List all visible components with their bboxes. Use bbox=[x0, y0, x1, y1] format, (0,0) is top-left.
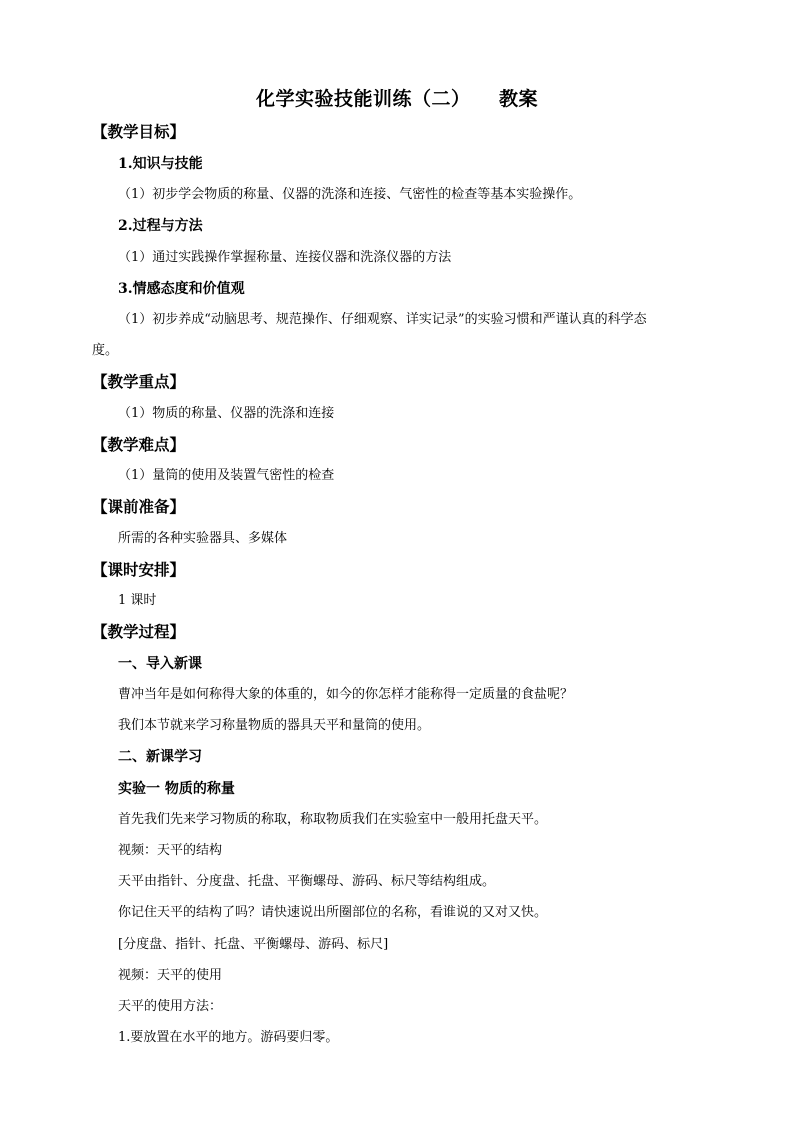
intro-paragraph-1: 曹冲当年是如何称得大象的体重的，如今的你怎样才能称得一定质量的食盐呢？ bbox=[118, 687, 574, 702]
document-title: 化学实验技能训练（二） 教案 bbox=[256, 88, 538, 110]
teaching-process-heading: 【教学过程】 bbox=[92, 622, 186, 641]
difficulties-heading: 【教学难点】 bbox=[92, 435, 186, 454]
knowledge-heading: 1.知识与技能 bbox=[118, 156, 203, 172]
objectives-heading: 【教学目标】 bbox=[92, 122, 186, 141]
knowledge-text: （1）初步学会物质的称量、仪器的洗涤和连接、气密性的检查等基本实验操作。 bbox=[118, 187, 582, 202]
schedule-text: 1 课时 bbox=[118, 593, 157, 608]
new-lesson-heading: 二、新课学习 bbox=[118, 749, 202, 765]
process-method-heading: 2.过程与方法 bbox=[118, 218, 203, 234]
intro-section-heading: 一、导入新课 bbox=[118, 656, 202, 672]
lesson-paragraph-4: 你记住天平的结构了吗？请快速说出所圈部位的名称，看谁说的又对又快。 bbox=[118, 905, 548, 920]
attitude-text-line-1: （1）初步养成“动脑思考、规范操作、仔细观察、详实记录”的实验习惯和严谨认真的科学态 bbox=[118, 312, 647, 327]
key-points-heading: 【教学重点】 bbox=[92, 372, 186, 391]
key-points-text: （1）物质的称量、仪器的洗涤和连接 bbox=[118, 406, 335, 421]
preparation-text: 所需的各种实验器具、多媒体 bbox=[118, 531, 288, 546]
intro-paragraph-2: 我们本节就来学习称量物质的器具天平和量筒的使用。 bbox=[118, 718, 431, 733]
difficulties-text: （1）量筒的使用及装置气密性的检查 bbox=[118, 468, 335, 483]
attitude-heading: 3.情感态度和价值观 bbox=[118, 281, 245, 297]
lesson-paragraph-6: 视频：天平的使用 bbox=[118, 968, 223, 983]
lesson-paragraph-2: 视频：天平的结构 bbox=[118, 843, 223, 858]
lesson-paragraph-3: 天平由指针、分度盘、托盘、平衡螺母、游码、标尺等结构组成。 bbox=[118, 874, 496, 889]
schedule-heading: 【课时安排】 bbox=[92, 560, 186, 579]
preparation-heading: 【课前准备】 bbox=[92, 497, 186, 516]
lesson-paragraph-5: [分度盘、指针、托盘、平衡螺母、游码、标尺] bbox=[118, 937, 389, 952]
attitude-text-line-2: 度。 bbox=[92, 343, 119, 358]
experiment-1-heading: 实验一 物质的称量 bbox=[118, 781, 235, 797]
process-method-text: （1）通过实践操作掌握称量、连接仪器和洗涤仪器的方法 bbox=[118, 250, 452, 265]
lesson-paragraph-8: 1.要放置在水平的地方。游码要归零。 bbox=[118, 1030, 339, 1045]
lesson-paragraph-7: 天平的使用方法： bbox=[118, 999, 223, 1014]
lesson-paragraph-1: 首先我们先来学习物质的称取，称取物质我们在实验室中一般用托盘天平。 bbox=[118, 812, 548, 827]
